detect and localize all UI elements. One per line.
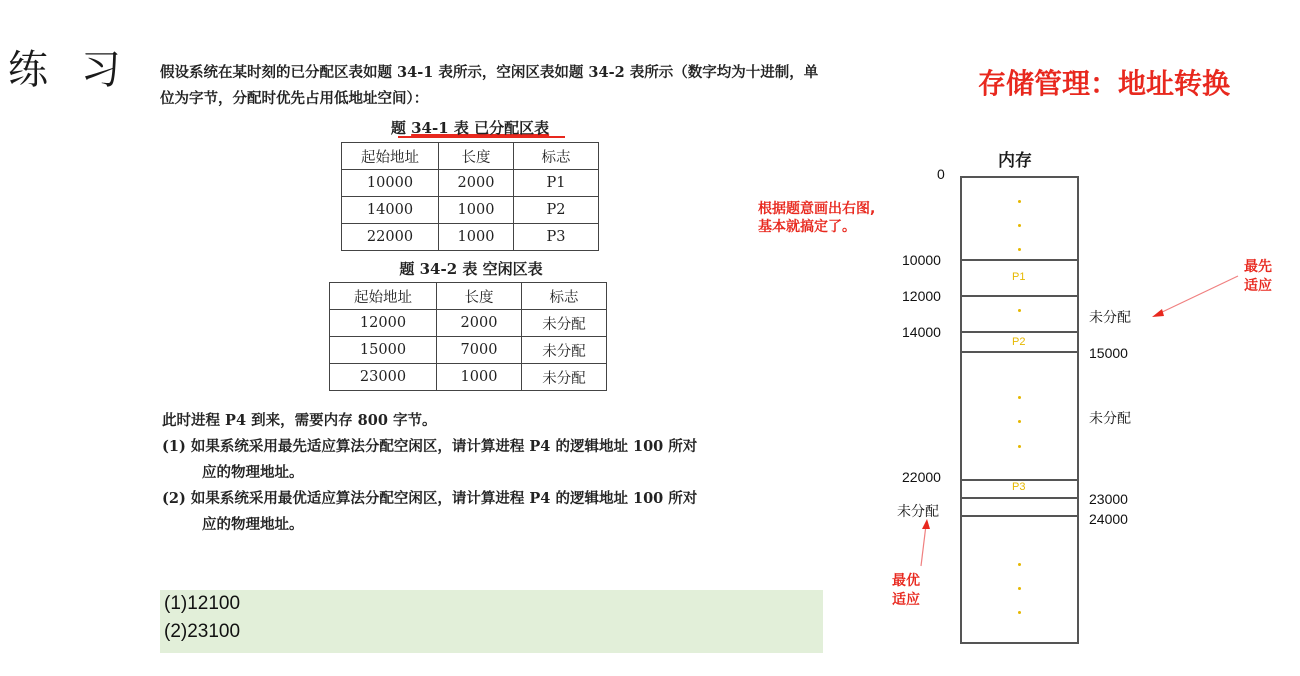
address-label: 22000 [902, 469, 941, 485]
diagram-note: 根据题意画出右图, 基本就搞定了。 [758, 201, 876, 235]
topic-title: 存储管理：地址转换 [978, 67, 1231, 100]
table-cell: 10000 [342, 170, 439, 197]
table-cell: 1000 [437, 364, 522, 391]
table-cell: 2000 [439, 170, 514, 197]
table-cell: 1000 [439, 197, 514, 224]
first-fit-arrow [1158, 276, 1238, 314]
table-cell: P3 [514, 224, 599, 251]
table-cell: 15000 [330, 337, 437, 364]
unallocated-label: 未分配 [1089, 309, 1131, 325]
question-1-line2: 应的物理地址。 [202, 464, 304, 481]
table-cell: 12000 [330, 310, 437, 337]
table-cell: 14000 [342, 197, 439, 224]
address-label: 14000 [902, 324, 941, 340]
best-fit-label: 最优 适应 [892, 573, 920, 608]
address-label: 23000 [1089, 491, 1128, 507]
table-cell: 22000 [342, 224, 439, 251]
question-2-line1: (2) 如果系统采用最优适应算法分配空闲区，请计算进程 P4 的逻辑地址 100 所对 [162, 490, 698, 507]
p4-statement: 此时进程 P4 到来，需要内存 800 字节。 [162, 412, 437, 429]
address-label: 10000 [902, 252, 941, 268]
question-1-line1: (1) 如果系统采用最先适应算法分配空闲区，请计算进程 P4 的逻辑地址 100 所对 [162, 438, 698, 455]
table-cell: 未分配 [522, 337, 607, 364]
column-header: 长度 [437, 283, 522, 310]
best-fit-arrow-head [922, 519, 930, 529]
table-cell: 未分配 [522, 364, 607, 391]
question-intro: 假设系统在某时刻的已分配区表如题 34-1 表所示，空闲区表如题 34-2 表所示（数字均为十进制，单位为字节，分配时优先占用低地址空间）： [160, 64, 819, 107]
table-cell: 2000 [437, 310, 522, 337]
table-cell: 未分配 [522, 310, 607, 337]
column-header: 标志 [522, 283, 607, 310]
table-cell: P1 [514, 170, 599, 197]
process-p2: P2 [1012, 336, 1026, 348]
address-label: 15000 [1089, 345, 1128, 361]
answer-2: (2)23100 [164, 621, 241, 642]
table1-caption: 题 34-1 表 已分配区表 [390, 119, 550, 137]
answer-1: (1)12100 [164, 593, 241, 614]
best-fit-arrow [921, 525, 926, 566]
first-fit-label: 最先 适应 [1244, 259, 1272, 294]
table2-caption: 题 34-2 表 空闲区表 [399, 260, 543, 278]
table-cell: 23000 [330, 364, 437, 391]
table-cell: P2 [514, 197, 599, 224]
unallocated-label-best: 未分配 [897, 503, 939, 519]
process-p1: P1 [1012, 271, 1026, 283]
column-header: 标志 [514, 143, 599, 170]
column-header: 长度 [439, 143, 514, 170]
address-label: 24000 [1089, 511, 1128, 527]
address-label: 12000 [902, 288, 941, 304]
question-2-line2: 应的物理地址。 [202, 516, 304, 533]
address-label: 0 [937, 166, 945, 182]
first-fit-arrow-head [1152, 309, 1164, 317]
column-header: 起始地址 [342, 143, 439, 170]
column-header: 起始地址 [330, 283, 437, 310]
table-cell: 1000 [439, 224, 514, 251]
process-p3: P3 [1012, 481, 1026, 493]
memory-title: 内存 [998, 151, 1032, 171]
unallocated-label: 未分配 [1089, 410, 1131, 426]
table-cell: 7000 [437, 337, 522, 364]
slide-title: 练 习 [8, 47, 131, 93]
